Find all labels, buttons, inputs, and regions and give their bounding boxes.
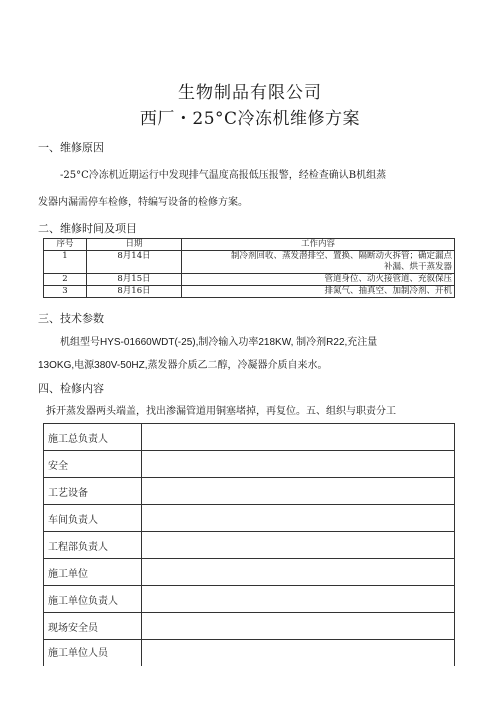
reason-text-line-2: 发器内漏需停车检修，特编写设备的检修方案。 (38, 197, 248, 208)
row-content-line-2: 补漏、烘干蒸发器 (383, 262, 452, 272)
org-role-value (142, 559, 455, 586)
table-row (44, 251, 455, 274)
org-role-label: 车间负责人 (44, 505, 142, 532)
table-row (44, 586, 455, 613)
schedule-header-row (44, 239, 455, 251)
tech-text-line-2: 13OKG,电源380V-50HZ,蒸发器介质乙二醇，冷凝器介质自来水。 (38, 360, 328, 371)
header-no: 序号 (44, 239, 87, 251)
row-content (182, 251, 455, 274)
row-date: 8月14日 (87, 251, 182, 274)
tech-text-line-1: 机组型号HYS-01660WDT(-25),制冷输入功率218KW, 制冷剂R22,充注量 (60, 337, 378, 348)
table-row (44, 505, 455, 532)
table-row (44, 559, 455, 586)
org-role-value (142, 478, 455, 505)
section-heading-reason: 一、维修原因 (38, 141, 104, 154)
plan-title: 西厂・25°C冷冻机维修方案 (139, 109, 361, 129)
table-row (44, 274, 455, 286)
row-content: 排氮气、抽真空、加制冷剂、开机 (182, 286, 455, 298)
section-heading-schedule: 二、维修时间及项目 (38, 222, 137, 235)
row-date: 8月16日 (87, 286, 182, 298)
row-no: 2 (44, 274, 87, 286)
org-role-label: 现场安全员 (44, 613, 142, 640)
org-role-label: 施工单位人员 (44, 640, 142, 667)
organization-table (43, 423, 455, 666)
table-row (44, 532, 455, 559)
org-role-value (142, 424, 455, 451)
maintenance-text: 拆开蒸发器两头端盖，找出渗漏管道用铜塞堵掉，再复位。五、组织与职责分工 (46, 406, 396, 417)
table-row (44, 424, 455, 451)
org-role-value (142, 505, 455, 532)
org-role-value (142, 451, 455, 478)
header-content: 工作内容 (182, 239, 455, 251)
org-role-value (142, 613, 455, 640)
org-role-label: 施工单位 (44, 559, 142, 586)
org-role-label: 工艺设备 (44, 478, 142, 505)
table-row (44, 613, 455, 640)
schedule-table (43, 238, 455, 298)
org-role-label: 安全 (44, 451, 142, 478)
table-row (44, 640, 455, 667)
org-role-label: 工程部负责人 (44, 532, 142, 559)
reason-text-line-1: -25°C冷冻机近期运行中发现排气温度高报低压报警，经检查确认B机组蒸 (60, 170, 387, 181)
org-role-value (142, 640, 455, 667)
row-no: 3 (44, 286, 87, 298)
row-no: 1 (44, 251, 87, 274)
table-row (44, 286, 455, 298)
row-date: 8月15日 (87, 274, 182, 286)
section-heading-tech: 三、技术参数 (38, 312, 104, 325)
org-role-label: 施工总负责人 (44, 424, 142, 451)
section-heading-maintenance: 四、检修内容 (38, 382, 104, 395)
org-role-value (142, 586, 455, 613)
org-role-value (142, 532, 455, 559)
company-title: 生物制品有限公司 (178, 83, 322, 103)
table-row (44, 451, 455, 478)
table-row (44, 478, 455, 505)
row-content-line-1: 制冷剂回收、蒸发潜排空、置换、隔断动火拆管；确定漏点 (230, 251, 452, 261)
header-date: 日期 (87, 239, 182, 251)
org-role-label: 施工单位负责人 (44, 586, 142, 613)
row-content: 管道身位、动火接管道、充叙保压 (182, 274, 455, 286)
